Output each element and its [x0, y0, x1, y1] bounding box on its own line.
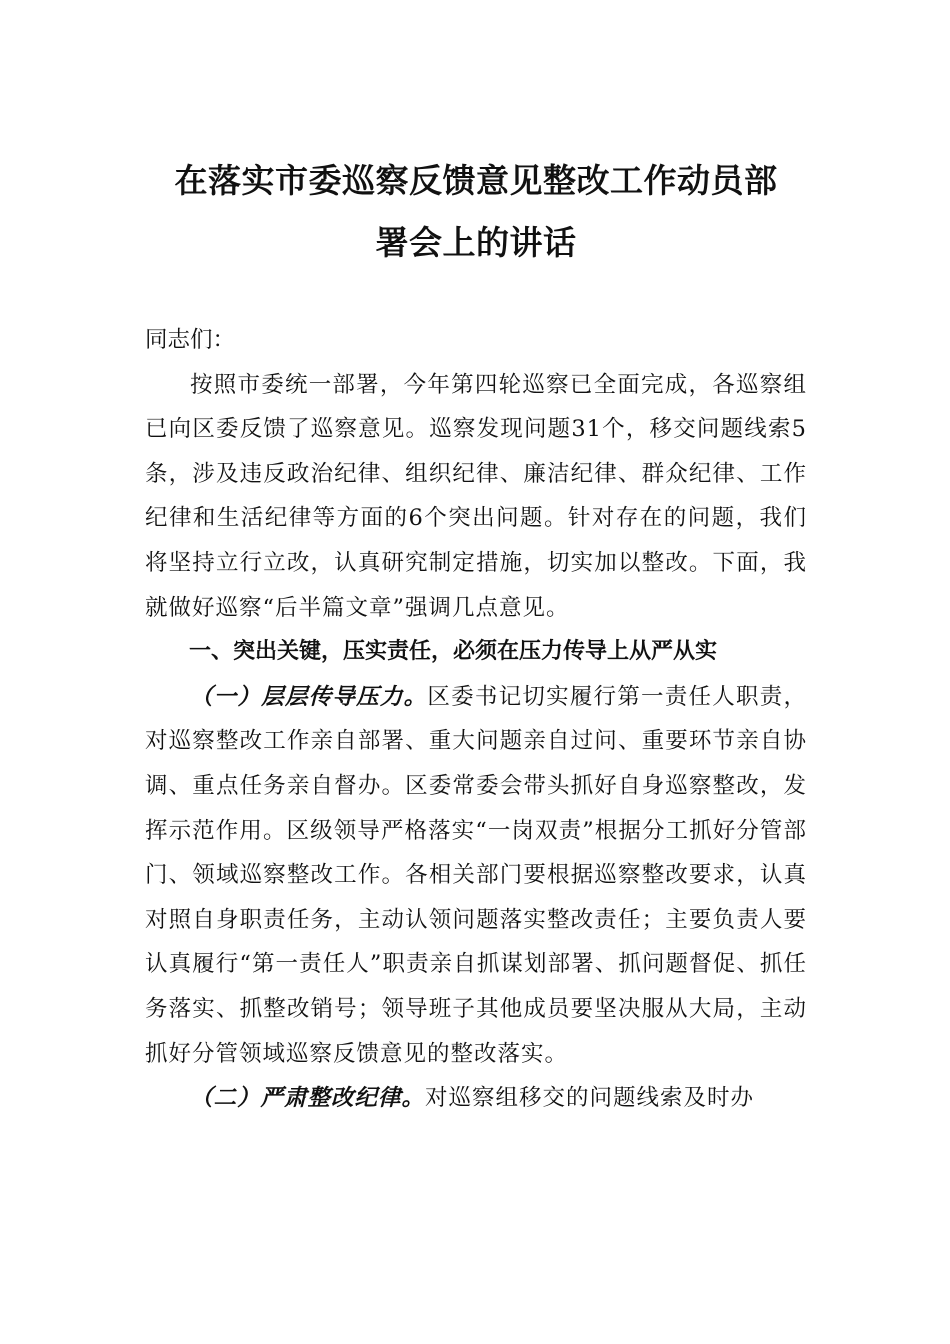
document-body	[145, 318, 807, 1121]
document-page	[145, 150, 807, 1121]
subsection-2-text: 对巡察组移交的问题线索及时办	[425, 1085, 755, 1112]
subsection-1-label: （一）层层传导压力。	[190, 683, 428, 710]
subsection-2-label: （二）严肃整改纪律。	[190, 1085, 426, 1112]
salutation: 同志们：	[145, 327, 236, 353]
subsection-1-paragraph	[145, 675, 807, 1076]
title-line-2: 署会上的讲话	[375, 223, 577, 262]
intro-paragraph: 按照市委统一部署，今年第四轮巡察已全面完成，各巡察组已向区委反馈了巡察意见。巡察发现问题31个，移交问题线索5条，涉及违反政治纪律、组织纪律、廉洁纪律、群众纪律、工作纪律和生活纪律等方面的6个突出问题。针对存在的问题，我们将坚持立行立改，认真研究制定措施，切实加以整改。下面，我就做好巡察“后半篇文章”强调几点意见。	[145, 371, 807, 621]
subsection-2-paragraph	[145, 1076, 807, 1121]
title-line-1: 在落实市委巡察反馈意见整改工作动员部	[174, 161, 778, 200]
subsection-1-text: 区委书记切实履行第一责任人职责，对巡察整改工作亲自部署、重大问题亲自过问、重要环节亲自协调、重点任务亲自督办。区委常委会带头抓好自身巡察整改，发挥示范作用。区级领导严格落实“一岗双责”根据分工抓好分管部门、领域巡察整改工作。各相关部门要根据巡察整改要求，认真对照自身职责任务，主动认领问题落实整改责任；主要负责人要认真履行“第一责任人”职责亲自抓谋划部署、抓问题督促、抓任务落实、抓整改销号；领导班子其他成员要坚决服从大局，主动抓好分管领域巡察反馈意见的整改落实。	[145, 683, 807, 1067]
section-1-heading: 一、突出关键，压实责任，必须在压力传导上从严从实	[189, 639, 718, 665]
document-title	[145, 150, 807, 274]
